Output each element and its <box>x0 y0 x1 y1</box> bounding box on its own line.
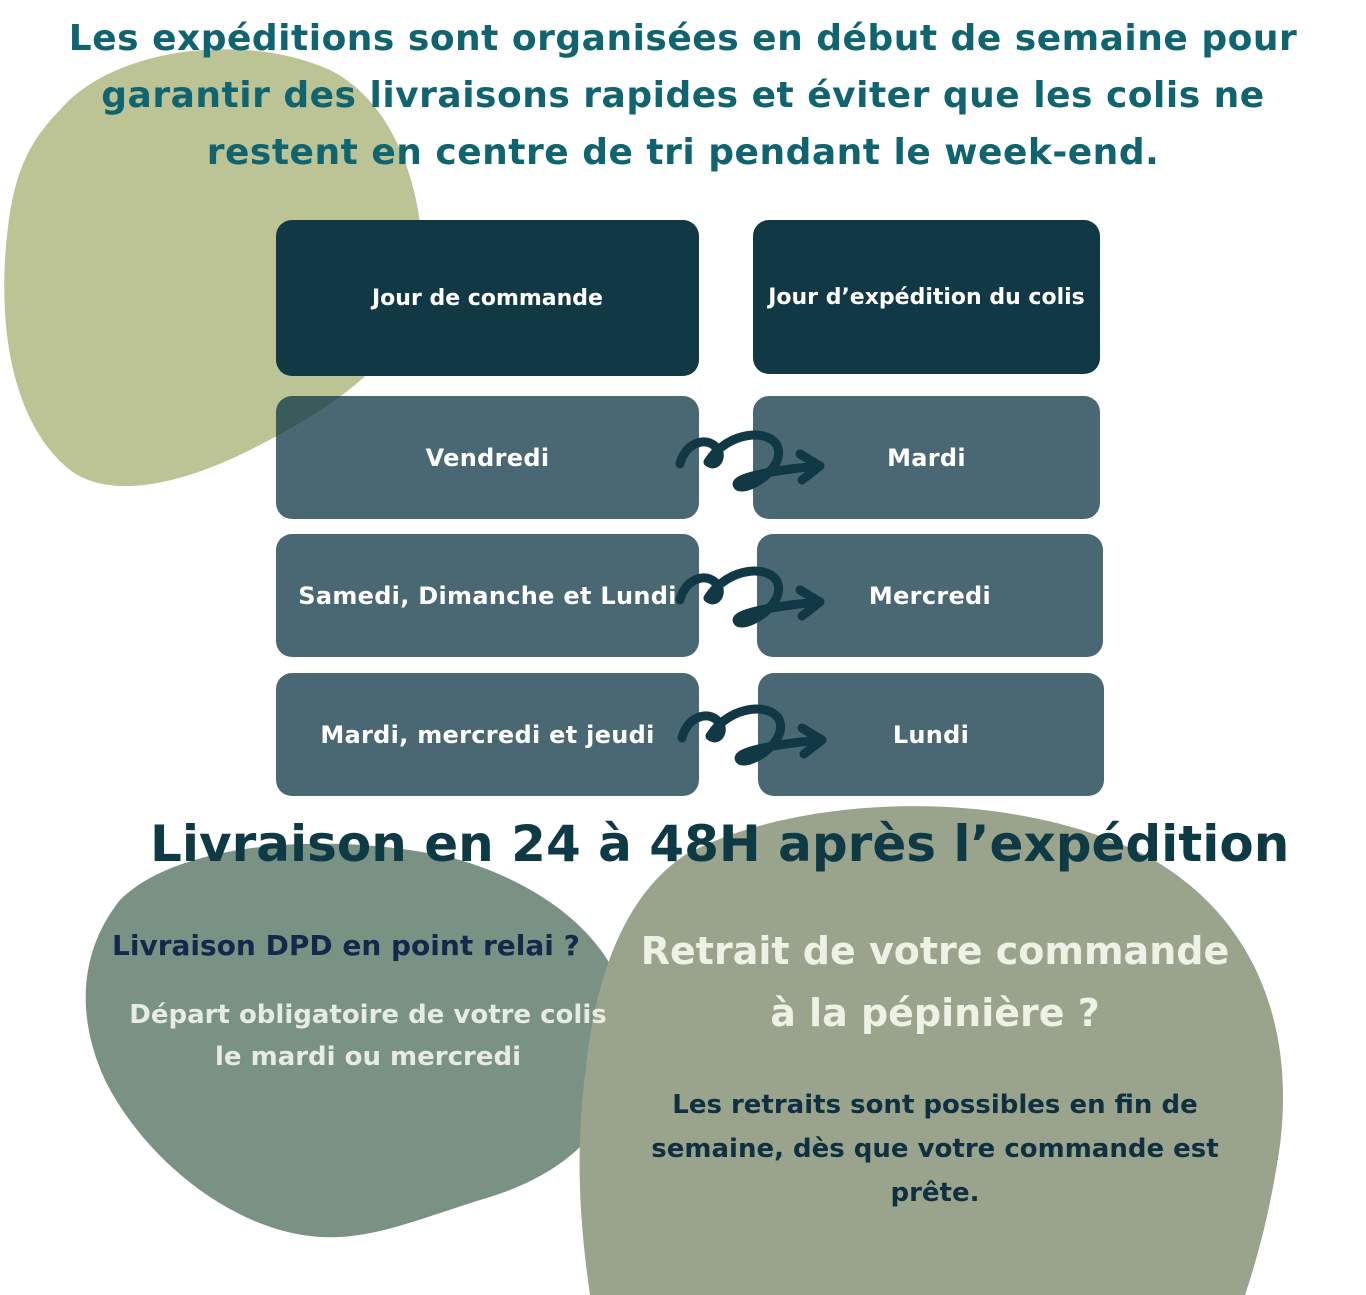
order-day-cell: Mardi, mercredi et jeudi <box>276 673 699 796</box>
curly-arrow-icon <box>678 694 830 776</box>
delivery-time-heading: Livraison en 24 à 48H après l’expédition <box>150 815 1290 873</box>
ship-day-cell: Mercredi <box>757 534 1103 657</box>
relay-answer: Départ obligatoire de votre colis le mardi ou mercredi <box>129 1000 607 1072</box>
ship-day-cell: Mardi <box>753 396 1100 519</box>
intro-text: Les expéditions sont organisées en début de semaine pour garantir des livraisons rapides et éviter que les colis ne restent en centre de tri pendant le week-end. <box>68 18 1298 173</box>
relay-question: Livraison DPD en point relai ? <box>112 929 580 962</box>
pickup-answer: Les retraits sont possibles en fin de semaine, dès que votre commande est prête. <box>651 1090 1219 1208</box>
order-day-cell: Vendredi <box>276 396 699 519</box>
pickup-question: Retrait de votre commande à la pépinière ? <box>640 929 1230 1035</box>
ship-day-cell: Lundi <box>758 673 1104 796</box>
header-ship-day: Jour d’expédition du colis <box>753 220 1100 374</box>
curly-arrow-icon <box>676 420 828 502</box>
curly-arrow-icon <box>676 556 828 638</box>
header-order-day: Jour de commande <box>276 220 699 376</box>
order-day-cell: Samedi, Dimanche et Lundi <box>276 534 699 657</box>
